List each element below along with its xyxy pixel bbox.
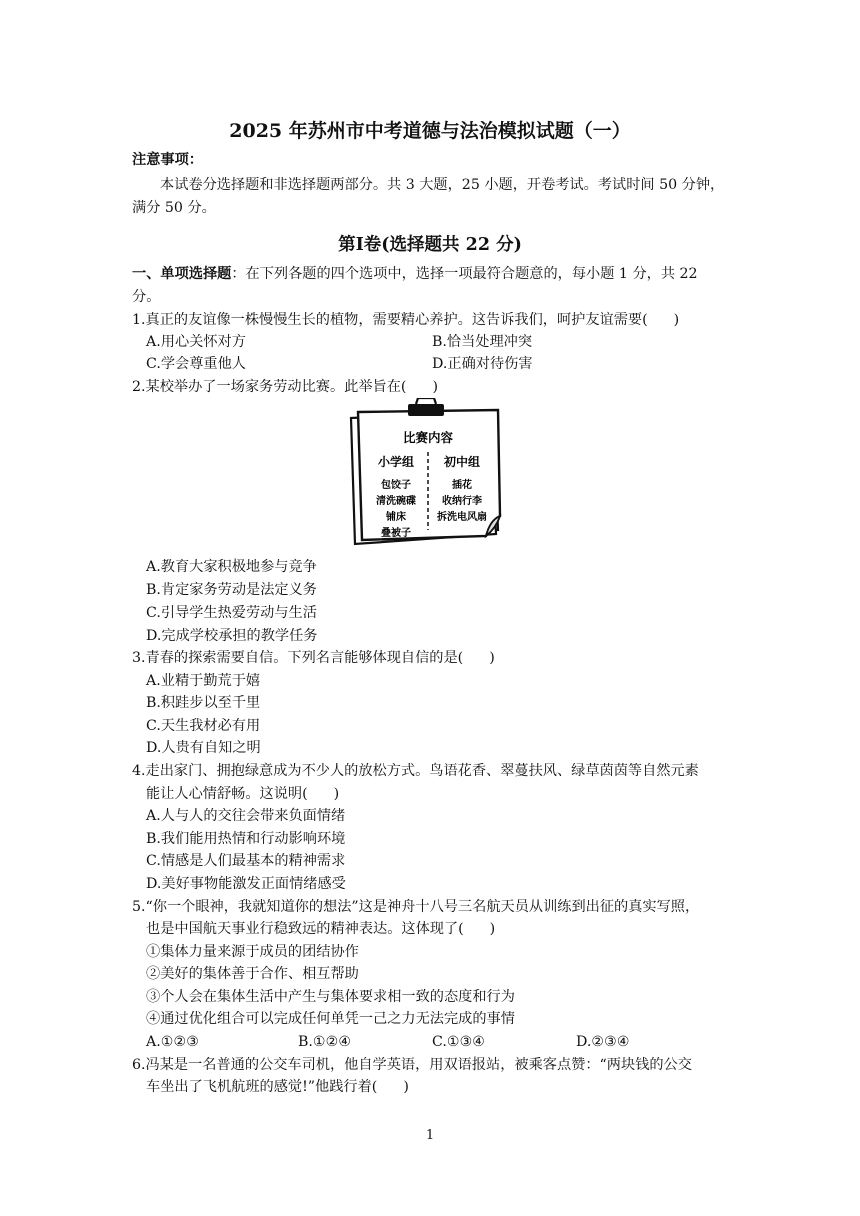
question-6-stem-1: 6.冯某是一名普通的公交车司机，他自学英语，用双语报站，被乘客点赞：“两块钱的公交 xyxy=(132,1057,692,1073)
competition-clipboard-figure xyxy=(346,398,512,554)
q5-option-c: C.①③④ xyxy=(432,1034,486,1050)
question-2-stem: 2.某校举办了一场家务劳动比赛。此举旨在( ) xyxy=(132,379,438,395)
q1-option-a: A.用心关怀对方 xyxy=(146,334,246,350)
q5-option-b: B.①②④ xyxy=(298,1034,352,1050)
part1-desc-1: ：在下列各题的四个选项中，选择一项最符合题意的，每小题 1 分，共 22 xyxy=(231,266,698,282)
figure-heading: 比赛内容 xyxy=(402,430,454,445)
question-4-stem-2: 能让人心情舒畅。这说明( ) xyxy=(146,786,340,802)
part1-desc-2: 分。 xyxy=(132,289,161,305)
q5-option-d: D.②③④ xyxy=(576,1034,630,1050)
q4-option-c: C.情感是人们最基本的精神需求 xyxy=(146,853,346,869)
figure-col1-item: 清洗碗碟 xyxy=(376,496,416,507)
part1-instructions xyxy=(132,264,698,284)
q5-statement-1: ①集体力量来源于成员的团结协作 xyxy=(146,944,359,960)
q5-statement-2: ②美好的集体善于合作、相互帮助 xyxy=(146,966,359,982)
q5-option-a: A.①②③ xyxy=(146,1034,199,1050)
q2-option-d: D.完成学校承担的教学任务 xyxy=(146,628,318,644)
question-5-stem-1: 5.“你一个眼神，我就知道你的想法”这是神舟十八号三名航天员从训练到出征的真实写照， xyxy=(132,899,700,915)
question-4-stem-1: 4.走出家门、拥抱绿意成为不少人的放松方式。鸟语花香、翠蔓扶风、绿草茵茵等自然元素 xyxy=(132,763,699,779)
q2-option-b: B.肯定家务劳动是法定义务 xyxy=(146,582,317,598)
figure-col1-item: 叠被子 xyxy=(381,528,411,539)
q3-option-d: D.人贵有自知之明 xyxy=(146,740,261,756)
q4-option-b: B.我们能用热情和行动影响环境 xyxy=(146,831,346,847)
figure-col1-item: 包饺子 xyxy=(381,480,411,491)
q2-option-a: A.教育大家积极地参与竞争 xyxy=(146,559,317,575)
q3-option-a: A.业精于勤荒于嬉 xyxy=(146,673,261,689)
exam-title: 2025 年苏州市中考道德与法治模拟试题（一） xyxy=(229,120,631,142)
figure-col2-item: 收纳行李 xyxy=(442,496,482,507)
figure-col1-item: 铺床 xyxy=(386,512,406,523)
question-1-stem: 1.真正的友谊像一株慢慢生长的植物，需要精心养护。这告诉我们，呵护友谊需要( ) xyxy=(132,312,680,328)
q5-statement-4: ④通过优化组合可以完成任何单凭一己之力无法完成的事情 xyxy=(146,1011,515,1027)
q3-option-c: C.天生我材必有用 xyxy=(146,718,261,734)
q4-option-a: A.人与人的交往会带来负面情绪 xyxy=(146,808,346,824)
figure-col2-item: 拆洗电风扇 xyxy=(437,512,487,523)
notice-heading: 注意事项： xyxy=(132,152,203,168)
q1-option-c: C.学会尊重他人 xyxy=(146,356,246,372)
q1-option-b: B.恰当处理冲突 xyxy=(432,334,533,350)
section-heading: 第Ⅰ卷(选择题共 22 分) xyxy=(338,235,522,255)
question-3-stem: 3.青春的探索需要自信。下列名言能够体现自信的是( ) xyxy=(132,650,495,666)
notice-line-1: 本试卷分选择题和非选择题两部分。共 3 大题，25 小题，开卷考试。考试时间 50 分钟， xyxy=(160,177,725,193)
figure-col2-title: 初中组 xyxy=(443,455,481,469)
q5-statement-3: ③个人会在集体生活中产生与集体要求相一致的态度和行为 xyxy=(146,989,515,1005)
q2-option-c: C.引导学生热爱劳动与生活 xyxy=(146,605,317,621)
question-6-stem-2: 车坐出了飞机航班的感觉!”他践行着( ) xyxy=(146,1079,409,1095)
q4-option-d: D.美好事物能激发正面情绪感受 xyxy=(146,876,346,892)
notice-line-2: 满分 50 分。 xyxy=(132,200,216,216)
page-number: 1 xyxy=(425,1128,435,1143)
part1-heading: 一、单项选择题 xyxy=(132,266,232,282)
question-5-stem-2: 也是中国航天事业行稳致远的精神表达。这体现了( ) xyxy=(146,921,496,937)
q1-option-d: D.正确对待伤害 xyxy=(432,356,533,372)
figure-col1-title: 小学组 xyxy=(377,455,415,469)
figure-col2-item: 插花 xyxy=(452,480,472,491)
q3-option-b: B.积跬步以至千里 xyxy=(146,695,261,711)
